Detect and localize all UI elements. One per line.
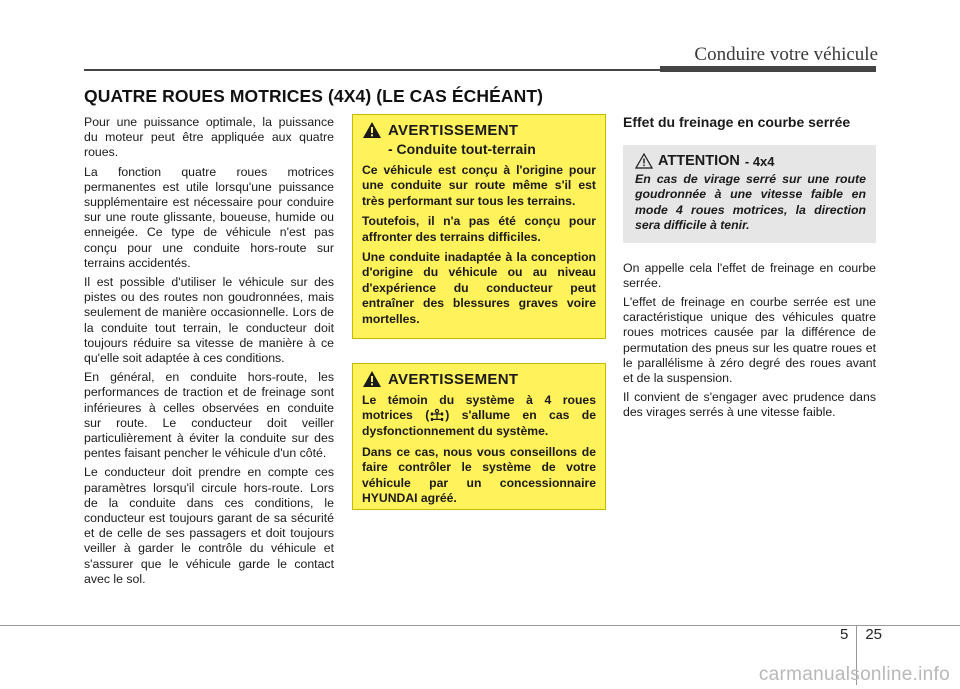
body-paragraph: En général, en conduite hors-route, les performances de traction et de freinage sont inférieures à celles observées en conduite sur route. Le conducteur doit veiller particulièrement à éviter la conduite sur des pentes faisant pencher le véhicule d'un côté. [84, 370, 334, 461]
warning-paragraph: Ce véhicule est conçu à l'origine pour une conduite sur route même s'il est très performant sur tous les terrains. [362, 163, 596, 208]
section-title: QUATRE ROUES MOTRICES (4X4) (LE CAS ÉCHÉANT) [84, 86, 544, 106]
left-column [84, 115, 334, 591]
body-paragraph: Il convient de s'engager avec prudence dans des virages serrés à une vitesse faible. [623, 390, 876, 420]
footer-rule [0, 625, 960, 626]
body-paragraph: Pour une puissance optimale, la puissance du moteur peut être appliquée aux quatre roues. [84, 115, 334, 160]
warning-text-part: Le témoin du système à 4 roues motrices ( [362, 393, 596, 423]
awd-warning-light-icon [429, 408, 445, 424]
body-paragraph: L'effet de freinage en courbe serrée est une caractéristique unique des véhicules quatre roues motrices causée par la différence de permutation des pneus sur les quatre roues et le parallélisme à zéro degré des roues avant et de la suspension. [623, 295, 876, 386]
warning-triangle-icon [362, 121, 382, 139]
warning-paragraph [362, 393, 596, 440]
right-column [623, 114, 876, 425]
warning-paragraph: Dans ce cas, nous vous conseillons de faire contrôler le système de votre véhicule par un concessionnaire HYUNDAI agréé. [362, 444, 596, 506]
header-rule-accent [660, 66, 876, 72]
attention-box [623, 145, 876, 243]
attention-text: En cas de virage serré sur une route goudronnée à une vitesse faible en mode 4 roues motrices, la direction sera difficile à tenir. [635, 172, 866, 233]
chapter-number: 5 [839, 626, 849, 643]
watermark: carmanualsonline.info [758, 664, 950, 685]
warning-triangle-icon [362, 370, 382, 388]
body-paragraph: La fonction quatre roues motrices permanentes est utile lorsqu'une puissance supplémentaire est nécessaire pour conduire sur une route glissante, boueuse, humide ou enneigée. Ce type de véhicule n'est pas conçu pour une conduite hors-route sur terrains accidentés. [84, 164, 334, 270]
warning-header [362, 370, 596, 388]
body-paragraph: On appelle cela l'effet de freinage en courbe serrée. [623, 260, 876, 290]
warning-box-4wd-light [352, 363, 606, 510]
warning-box-offroad [352, 114, 606, 339]
warning-subtitle: - Conduite tout-terrain [388, 141, 536, 157]
body-paragraph: Il est possible d'utiliser le véhicule sur des pistes ou des routes non goudronnées, mais seulement de manière occasionnelle. Lors de la conduite tout terrain, le conducteur doit toujours réduire sa vitesse de manière à ce qu'elle soit adaptée à ces conditions. [84, 275, 334, 366]
warning-paragraph: Toutefois, il n'a pas été conçu pour affronter des terrains difficiles. [362, 214, 596, 244]
page-number-value: 25 [865, 626, 882, 643]
attention-header [635, 153, 866, 169]
warning-title: AVERTISSEMENT [388, 370, 519, 388]
warning-title: AVERTISSEMENT [388, 121, 519, 139]
warning-text-part: ) s'allume en cas de dysfonctionnement du système. [362, 408, 596, 439]
warning-paragraph: Une conduite inadaptée à la conception d'origine du véhicule ou au niveau d'expérience du conducteur peut entraîner des blessures graves voire mortelles. [362, 250, 596, 326]
body-paragraph: Le conducteur doit prendre en compte ces paramètres lorsqu'il circule hors-route. Lors de la conduite dans ces conditions, le conducteur est toujours garant de sa sécurité et de celle de ses passagers et doit toujours veiller à garder le contrôle du véhicule et s'assurer que le véhicule garde le contact avec le sol. [84, 465, 334, 586]
caution-triangle-icon [635, 153, 653, 169]
header-title: Conduire votre véhicule [694, 44, 878, 65]
attention-title: ATTENTION [658, 153, 740, 169]
subsection-heading: Effet du freinage en courbe serrée [623, 114, 851, 130]
attention-suffix: - 4x4 [744, 153, 775, 169]
right-column-body [623, 261, 876, 421]
warning-header [362, 121, 596, 139]
